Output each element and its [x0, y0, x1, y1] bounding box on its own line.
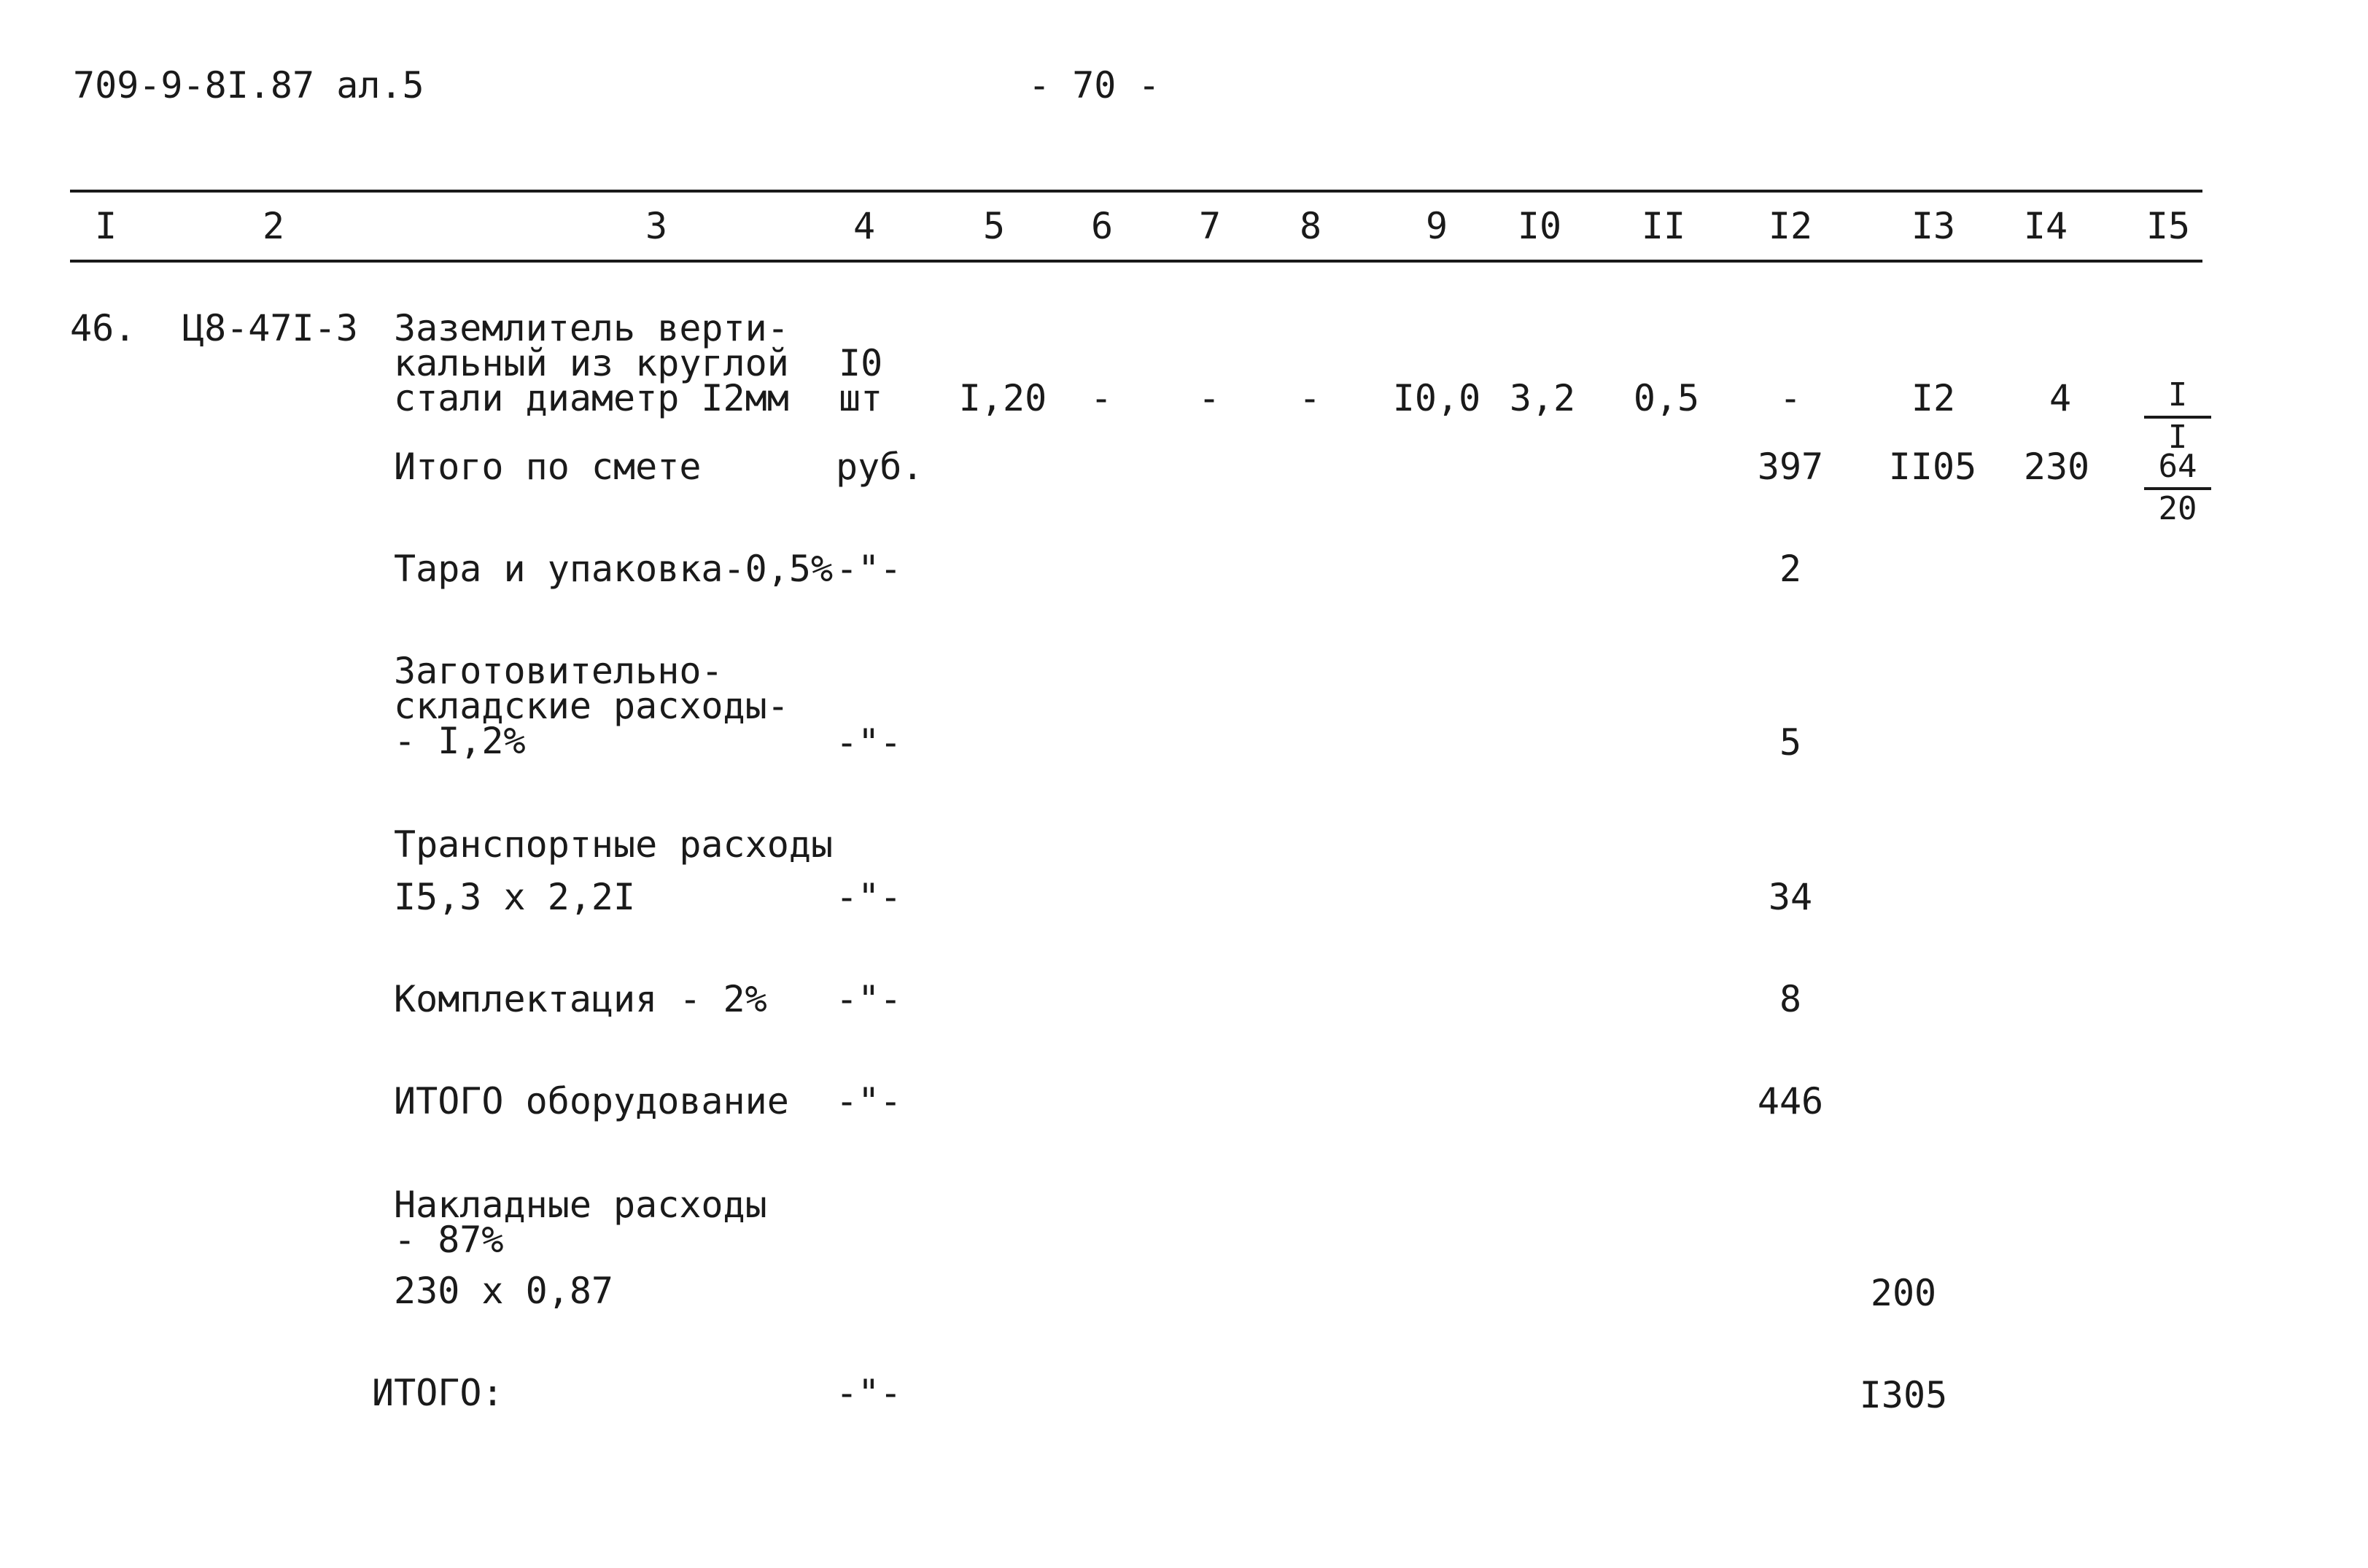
cell-col8: - [1298, 377, 1321, 419]
column-header: I3 [1911, 205, 1956, 247]
item-unit: шт [839, 377, 883, 419]
column-header: I0 [1517, 205, 1562, 247]
cell-col13: I305 [1859, 1374, 1948, 1416]
cell-col14: 4 [2049, 377, 2072, 419]
row-unit: -"- [836, 1080, 902, 1122]
cell-col11: 0,5 [1633, 377, 1700, 419]
column-header: 3 [645, 205, 668, 247]
cell-col10: 3,2 [1509, 377, 1576, 419]
item-code: Ц8-47I-3 [182, 307, 358, 349]
cell-col15-fraction [2144, 376, 2211, 456]
cell-col12: - [1779, 377, 1802, 419]
fraction-denominator: I [2167, 419, 2188, 456]
row-label-line: - 87% [394, 1219, 504, 1261]
cell-col7: - [1197, 377, 1221, 419]
cell-col14: 230 [2023, 446, 2090, 488]
cell-col6: - [1090, 377, 1113, 419]
row-label: Комплектация - 2% [394, 978, 767, 1020]
row-unit: -"- [836, 721, 902, 764]
row-unit: -"- [836, 978, 902, 1020]
column-header: I2 [1768, 205, 1813, 247]
column-header: I [94, 205, 117, 247]
cell-col12: 34 [1768, 876, 1813, 918]
row-label-line: Транспортные расходы [394, 823, 834, 866]
column-header: 9 [1425, 205, 1448, 247]
item-number: 46. [70, 307, 136, 349]
cell-col12: 397 [1757, 446, 1824, 488]
cell-col13: I2 [1911, 377, 1956, 419]
column-header: 4 [853, 205, 876, 247]
item-name-line: Заземлитель верти- [394, 307, 789, 349]
row-unit: руб. [836, 446, 924, 488]
fraction-denominator: 20 [2158, 490, 2197, 527]
column-header: I5 [2146, 205, 2191, 247]
row-label: Тара и упаковка-0,5% [394, 548, 834, 590]
item-name-line: кальный из круглой [394, 342, 789, 384]
cell-col12: 2 [1779, 548, 1802, 590]
document-code: 709-9-8I.87 ал.5 [73, 64, 424, 106]
fraction-numerator: I [2167, 376, 2188, 414]
row-label-line: складские расходы- [394, 685, 789, 727]
column-header: 5 [982, 205, 1006, 247]
column-header: II [1641, 205, 1686, 247]
cell-col13: II05 [1888, 446, 1977, 488]
column-header: 7 [1198, 205, 1222, 247]
cell-col13: 200 [1870, 1272, 1937, 1314]
column-header: 6 [1090, 205, 1114, 247]
column-header: 2 [262, 205, 285, 247]
row-label-line: Накладные расходы [394, 1184, 767, 1226]
row-label-line: 230 x 0,87 [394, 1270, 614, 1312]
row-label-line: Заготовительно- [394, 650, 723, 692]
row-label: Итого по смете [394, 446, 702, 488]
item-name-line: стали диаметр I2мм [394, 377, 789, 419]
row-label: ИТОГО оборудование [394, 1080, 789, 1122]
row-label-line: - I,2% [394, 720, 526, 762]
item-quantity: I0 [839, 342, 883, 384]
row-unit: -"- [836, 1372, 902, 1414]
row-unit: -"- [836, 548, 902, 590]
fraction-numerator: 64 [2158, 448, 2197, 485]
cell-col12: 5 [1779, 721, 1802, 764]
table-top-rule [70, 190, 2202, 193]
cell-col5: I,20 [958, 377, 1047, 419]
cell-col12: 8 [1779, 978, 1802, 1020]
cell-col15-fraction [2144, 448, 2211, 527]
column-header: 8 [1299, 205, 1322, 247]
row-unit: -"- [836, 876, 902, 918]
row-label-line: I5,3 x 2,2I [394, 876, 636, 918]
cell-col9: I0,0 [1392, 377, 1481, 419]
column-header: I4 [2023, 205, 2068, 247]
row-label: ИТОГО: [372, 1372, 504, 1414]
cell-col12: 446 [1757, 1080, 1824, 1122]
page-number: - 70 - [1028, 64, 1160, 106]
table-header-rule [70, 260, 2202, 263]
